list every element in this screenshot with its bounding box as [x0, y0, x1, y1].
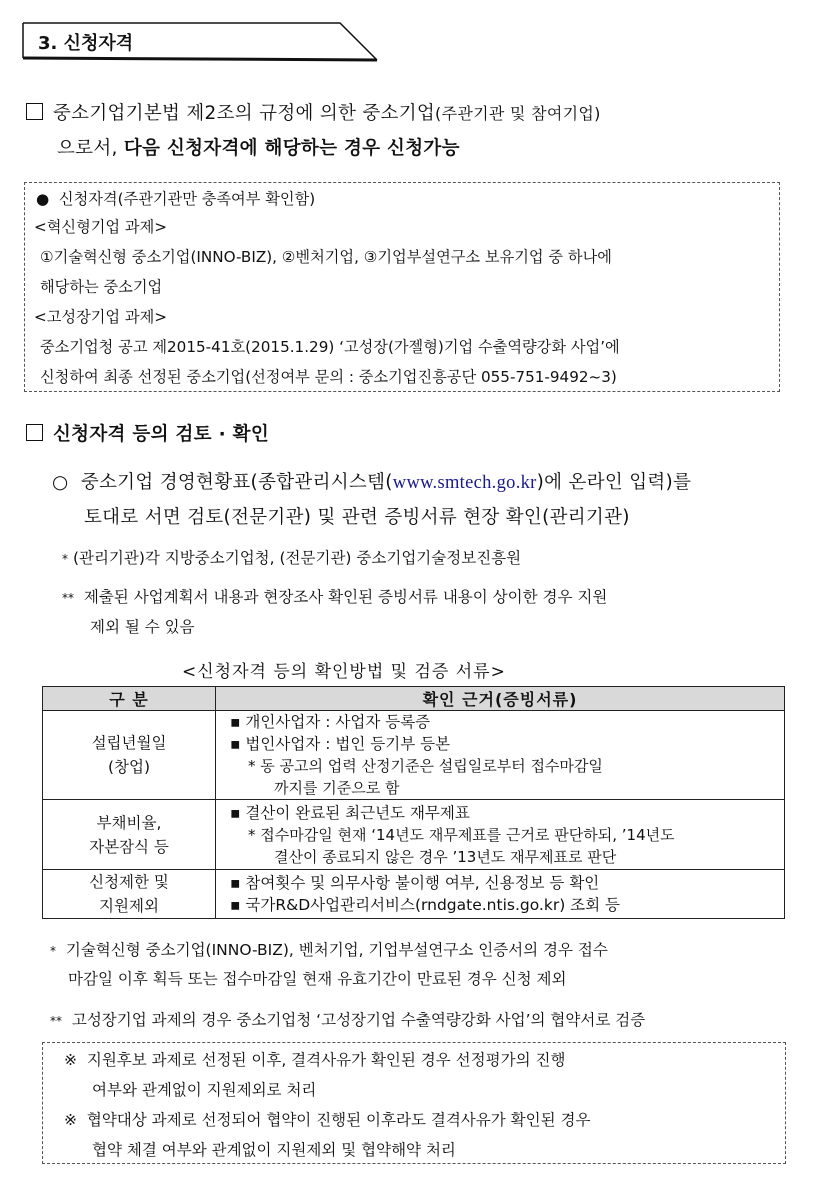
table-row [43, 800, 785, 870]
footnote-1-line-1: * 기술혁신형 중소기업(INNO-BIZ), 벤처기업, 기업부설연구소 인증서의 경우 접수 [50, 941, 608, 959]
criteria-bullet: ● 신청자격(주관기관만 충족여부 확인함) [36, 190, 316, 208]
checkbox-square-icon [26, 103, 43, 120]
footnote-2: ** 고성장기업 과제의 경우 중소기업청 ‘고성장기업 수출역량강화 사업’의 협약서로 검증 [50, 1011, 646, 1029]
section-title-tab [22, 22, 352, 58]
notice-2-line-2: 협약 체결 여부와 관계없이 지원제외 및 협약해약 처리 [92, 1141, 456, 1159]
eligibility-line-2: 으로서, 다음 신청자격에 해당하는 경우 신청가능 [57, 138, 460, 159]
review-circle-line-2: 토대로 서면 검토(전문기관) 및 관련 증빙서류 현장 확인(관리기관) [84, 507, 630, 528]
review-note-2-line-1: ** 제출된 사업계획서 내용과 현장조사 확인된 증빙서류 내용이 상이한 경우 지원 [62, 588, 608, 606]
row-category: 부채비율, 자본잠식 등 [43, 800, 216, 870]
growth-header: <고성장기업 과제> [34, 308, 167, 326]
table-row [43, 711, 785, 800]
notice-1-line-1: ※ 지원후보 과제로 선정된 이후, 결격사유가 확인된 경우 선정평가의 진행 [64, 1051, 566, 1069]
table-header-row [43, 687, 785, 711]
review-circle-line-1: ○ 중소기업 경영현황표(종합관리시스템(www.smtech.go.kr)에 온라인 입력)를 [52, 472, 692, 493]
table-caption: <신청자격 등의 확인방법 및 검증 서류> [182, 662, 506, 682]
section-title: 3. 신청자격 [38, 33, 134, 54]
innovation-line-1: ①기술혁신형 중소기업(INNO-BIZ), ②벤처기업, ③기업부설연구소 보유기업 중 하나에 [40, 248, 612, 266]
row-basis: ▪ 결산이 완료된 최근년도 재무제표 * 접수마감일 현재 ‘14년도 재무제표를 근거로 판단하되, ’14년도 결산이 종료되지 않은 경우 ’13년도 재무제표로 판단 [216, 800, 785, 870]
verification-table [42, 686, 785, 919]
bullet-dot-icon: ● [36, 190, 50, 208]
row-basis: ▪ 참여횟수 및 의무사항 불이행 여부, 신용정보 등 확인 ▪ 국가R&D사업관리서비스(rndgate.ntis.go.kr) 조회 등 [216, 870, 785, 919]
review-heading: 신청자격 등의 검토 · 확인 [26, 420, 269, 446]
table-row [43, 870, 785, 919]
row-basis: ▪ 개인사업자 : 사업자 등록증 ▪ 법인사업자 : 법인 등기부 등본 * 동 공고의 업력 산정기준은 설립일로부터 접수마감일 까지를 기준으로 함 [216, 711, 785, 800]
smtech-link[interactable]: www.smtech.go.kr [392, 473, 537, 493]
review-note-2-line-2: 제외 될 수 있음 [90, 618, 195, 636]
eligibility-line-1: 중소기업기본법 제2조의 규정에 의한 중소기업(주관기관 및 참여기업) [26, 99, 601, 125]
row-category: 신청제한 및 지원제외 [43, 870, 216, 919]
innovation-line-2: 해당하는 중소기업 [40, 278, 163, 296]
circle-bullet-icon: ○ [52, 472, 69, 493]
row-category: 설립년월일 (창업) [43, 711, 216, 800]
notice-2-line-1: ※ 협약대상 과제로 선정되어 협약이 진행된 이후라도 결격사유가 확인된 경우 [64, 1111, 591, 1129]
checkbox-square-icon [26, 424, 43, 441]
header-basis: 확인 근거(증빙서류) [216, 687, 785, 711]
footnote-1-line-2: 마감일 이후 획득 또는 접수마감일 현재 유효기간이 만료된 경우 신청 제외 [68, 970, 567, 988]
review-note-1: * (관리기관)각 지방중소기업청, (전문기관) 중소기업기술정보진흥원 [62, 549, 522, 567]
notice-1-line-2: 여부와 관계없이 지원제외로 처리 [92, 1081, 317, 1099]
growth-line-1: 중소기업청 공고 제2015-41호(2015.1.29) ‘고성장(가젤형)기업 수출역량강화 사업’에 [40, 338, 620, 356]
header-category: 구 분 [43, 687, 216, 711]
innovation-header: <혁신형기업 과제> [34, 218, 167, 236]
growth-line-2: 신청하여 최종 선정된 중소기업(선정여부 문의 : 중소기업진흥공단 055-751-9492~3) [40, 368, 617, 386]
